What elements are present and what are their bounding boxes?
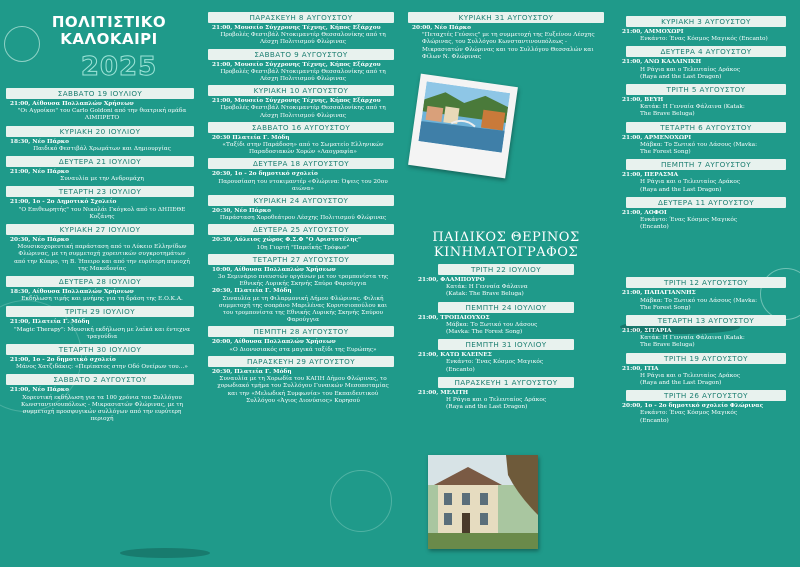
day-block xyxy=(612,315,800,350)
event-description: Προβολές Φεστιβάλ Ντοκιμαντέρ Θεσσαλονίκης από τη Λέσχη Πολιτισμού Φλώρινας xyxy=(220,105,386,119)
day-block xyxy=(612,122,800,157)
event-time-venue: 21:00, ΜΕΛΙΤΗ xyxy=(418,389,469,396)
day-block xyxy=(202,122,400,157)
event-time-venue: 21:00, 1ο - 2ο Δημοτικό Σχολείο xyxy=(10,199,117,206)
event xyxy=(202,267,400,289)
event-time-venue: 20:30, Νέο Πάρκο xyxy=(212,208,272,215)
column-4 xyxy=(612,0,800,567)
movie-title: Η Ράγια και ο Τελευταίος Δράκος xyxy=(640,66,741,73)
date-header: ΠΑΡΑΣΚΕΥΗ 1 ΑΥΓΟΥΣΤΟΥ xyxy=(438,377,574,388)
event-description: Χορευτική εκδήλωση για τα 100 χρόνια του Συλλόγου Κωνσταντινουπόλεως - Μικρασιατών Φλώρινας, με τη συμμετοχή προσφυγικών συλλόγων από την ευρύτερη περιοχή xyxy=(21,394,183,423)
event xyxy=(402,352,610,374)
event xyxy=(402,277,610,299)
movie-title-en: (Raya and the Last Dragon) xyxy=(640,73,722,80)
day-block xyxy=(202,224,400,251)
date-header: ΤΡΙΤΗ 26 ΑΥΓΟΥΣΤΟΥ xyxy=(626,390,786,401)
day-block xyxy=(612,197,800,232)
event-time-venue: 21:00, ΣΙΤΑΡΙΑ xyxy=(622,328,672,335)
event xyxy=(202,369,400,405)
event xyxy=(612,290,800,312)
date-header: ΣΑΒΒΑΤΟ 2 ΑΥΓΟΥΣΤΟΥ xyxy=(6,374,194,385)
event-time-venue: 20:00, Αίθουσα Πολλαπλών Χρήσεων xyxy=(212,339,336,346)
day-block xyxy=(0,374,200,423)
event-time-venue: 21:00, 1ο - 2ο δημοτικό σχολείο xyxy=(10,357,116,364)
event-time-venue: 21:00, ΚΑΤΩ ΚΛΕΙΝΕΣ xyxy=(418,352,492,359)
date-header: ΤΕΤΑΡΤΗ 30 ΙΟΥΛΙΟΥ xyxy=(6,344,194,355)
day-block xyxy=(202,195,400,222)
schedule-list xyxy=(202,0,400,405)
event-time-venue: 20:00, 1ο - 2ο δημοτικό σχολείο Φλώρινας xyxy=(622,403,764,410)
day-block xyxy=(202,356,400,405)
movie-title: Μάβκα: Το Ξωτικό του Δάσους (Mavka: xyxy=(640,297,758,304)
column-1 xyxy=(0,0,200,567)
day-block xyxy=(612,16,800,43)
day-block xyxy=(202,85,400,120)
date-header: ΤΡΙΤΗ 12 ΑΥΓΟΥΣΤΟΥ xyxy=(626,277,786,288)
event xyxy=(0,169,200,183)
date-header: ΔΕΥΤΕΡΑ 18 ΑΥΓΟΥΣΤΟΥ xyxy=(208,158,394,169)
column-2 xyxy=(202,0,400,567)
event xyxy=(612,210,800,232)
date-header: ΚΥΡΙΑΚΗ 3 ΑΥΓΟΥΣΤΟΥ xyxy=(626,16,786,27)
date-header: ΚΥΡΙΑΚΗ 20 ΙΟΥΛΙΟΥ xyxy=(6,126,194,137)
movie-title: Μάβκα: Το Ξωτικό του Δάσους (Mavka: xyxy=(640,141,758,148)
event-time-venue: 10:00, Αίθουσα Πολλαπλών Χρήσεων xyxy=(212,266,336,273)
event-description: Συναυλία με τη Χορωδία του ΚΑΠΗ Δήμου Φλώρινας, το χορωδιακό τμήμα του Συλλόγου Γυναικών Μεσοποταμίας και την «Μελωδική Συμφωνία» του Εκπαιδευτικού Συλλόγου «Άγιος Διονύσιος» Κορησού xyxy=(217,376,389,404)
house-image xyxy=(428,455,538,549)
date-header: ΤΡΙΤΗ 19 ΑΥΓΟΥΣΤΟΥ xyxy=(626,353,786,364)
event xyxy=(0,357,200,371)
column-3 xyxy=(402,0,610,567)
event-time-venue: 21:00, Μουσείο Σύγχρονης Τέχνης, Κήπος Εξάρχου xyxy=(212,61,381,68)
movie-title-en: (Encanto) xyxy=(640,417,669,424)
day-block xyxy=(202,158,400,193)
cinema-title-line1: ΠΑΙΔΙΚΟΣ ΘΕΡΙΝΟΣ xyxy=(432,230,580,245)
cinema-title-line2: ΚΙΝΗΜΑΤΟΓΡΑΦΟΣ xyxy=(433,245,579,260)
cinema-list xyxy=(402,262,610,414)
date-header: ΠΑΡΑΣΚΕΥΗ 29 ΑΥΓΟΥΣΤΟΥ xyxy=(208,356,394,367)
event-description: Συναυλία με την Ανδρομάχη xyxy=(60,176,144,183)
event-description: Συναυλία με τη Φιλαρμονική Δήμου Φλώρινας. Φιλική συμμετοχή της σοπράνο Μαριλένας Κορυτσιοπούλου και του τρομπονίστα της Εθνικής Λυρικής Σκηνής Σπύρου Φαρούγγια xyxy=(218,295,388,324)
date-header: ΔΕΥΤΕΡΑ 28 ΙΟΥΛΙΟΥ xyxy=(6,276,194,287)
event-description: Παιδικό Φεστιβάλ Χρωμάτων και Δημιουργίας xyxy=(33,145,171,152)
event xyxy=(0,289,200,303)
event xyxy=(612,135,800,157)
movie-title: Κατάκ: Η Γενναία Φάλαινα (Katak: xyxy=(640,104,745,111)
movie-title: Η Ράγια και ο Τελευταίος Δράκος xyxy=(640,179,741,186)
year: 2025 xyxy=(80,52,158,82)
event xyxy=(0,101,200,123)
movie-title-en: (Raya and the Last Dragon) xyxy=(640,380,722,387)
day-block xyxy=(0,88,200,123)
event-time-venue: 21:00, ΦΛΑΜΠΟΥΡΟ xyxy=(418,277,485,283)
event-description: «Ταξίδι στην Παράδοση» από το Σωματείο Ελληνικών Παραδοσιακών Χορών «Λαογραφία» xyxy=(222,142,384,156)
event-description: Μουσικοχορευτική παράσταση από το Λύκειο Ελληνίδων Φλώρινας, με τη συμμετοχή χορευτικών συγκροτημάτων από την Κύπρο, τη Β. Ήπειρο και από την ευρύτερη περιοχή της Μακεδονίας xyxy=(14,244,190,272)
event xyxy=(0,237,200,273)
day-block xyxy=(0,186,200,221)
schedule-list xyxy=(0,88,200,423)
event-time-venue: 21:00, ΑΝΩ ΚΑΛΛΙΝΙΚΗ xyxy=(622,59,702,66)
event-time-venue: 21:00, ΑΡΜΕΝΟΧΩΡΙ xyxy=(622,134,692,141)
date-header: ΠΕΜΠΤΗ 24 ΙΟΥΛΙΟΥ xyxy=(438,302,574,313)
event xyxy=(612,328,800,350)
day-block xyxy=(0,344,200,371)
date-header: ΤΕΤΑΡΤΗ 13 ΑΥΓΟΥΣΤΟΥ xyxy=(626,315,786,326)
event xyxy=(402,25,610,61)
event xyxy=(612,172,800,194)
movie-title-en: The Brave Beluga) xyxy=(640,111,695,118)
event-description: Παρουσίαση του ντοκιμαντέρ «Φλώρινα: Όψεις του 20ου αιώνα» xyxy=(218,178,388,192)
movie-title-en: The Forest Song) xyxy=(640,304,691,311)
title-line1: ΠΟΛΙΤΙΣΤΙΚΟ xyxy=(51,13,167,31)
event-time-venue: 21:00, Νέο Πάρκο xyxy=(10,387,70,394)
day-block xyxy=(402,302,610,337)
movie-title: Ενκάντο: Ένας Κόσμος Μαγικός (Encanto) xyxy=(640,36,768,43)
event xyxy=(202,98,400,120)
movie-title: Η Ράγια και ο Τελευταίος Δράκος xyxy=(640,372,741,379)
movie-title: Η Ράγια και ο Τελευταίος Δράκος xyxy=(446,397,547,404)
date-header: ΚΥΡΙΑΚΗ 31 ΑΥΓΟΥΣΤΟΥ xyxy=(408,12,604,23)
top-event xyxy=(402,0,610,61)
day-block xyxy=(612,159,800,194)
event xyxy=(402,315,610,337)
event-description: Προβολές Φεστιβάλ Ντοκιμαντέρ Θεσσαλονίκης από τη Λέσχη Πολιτισμού Φλώρινας xyxy=(220,32,386,46)
event-time-venue: 21:00, ΙΤΙΑ xyxy=(622,365,659,372)
day-block xyxy=(202,12,400,47)
event-time-venue: 21:00, Μουσείο Σύγχρονης Τέχνης, Κήπος Εξάρχου xyxy=(212,98,381,105)
event xyxy=(202,135,400,157)
event xyxy=(202,237,400,251)
event-time-venue: 21:00, Πλατεία Γ. Μόδη xyxy=(10,319,90,326)
date-header: ΔΕΥΤΕΡΑ 4 ΑΥΓΟΥΣΤΟΥ xyxy=(626,46,786,57)
date-header: ΤΡΙΤΗ 22 ΙΟΥΛΙΟΥ xyxy=(438,264,574,275)
date-header: ΣΑΒΒΑΤΟ 9 ΑΥΓΟΥΣΤΟΥ xyxy=(208,49,394,60)
event-time-venue: 21:00, ΠΑΠΑΓΙΑΝΝΗΣ xyxy=(622,290,696,297)
movie-title-en: (Encanto) xyxy=(640,224,669,231)
date-header: ΣΑΒΒΑΤΟ 19 ΙΟΥΛΙΟΥ xyxy=(6,88,194,99)
movie-title-en: (Mavka: The Forest Song) xyxy=(446,329,523,336)
event xyxy=(202,208,400,222)
event-time-venue: 21:00, Αίθουσα Πολλαπλών Χρήσεων xyxy=(10,101,134,107)
movie-title-en: The Brave Beluga) xyxy=(640,342,695,349)
event xyxy=(0,199,200,221)
event xyxy=(202,288,400,324)
event-description: «Ο Διονυσιακός στα μαγικά ταξίδι της Ευρώπης» xyxy=(229,346,377,353)
movie-title: Κατάκ: Η Γενναία Φάλαινα (Katak: xyxy=(640,335,745,342)
event-description: "Ο Επιθεωρητής" του Νικολάι Γκόγκολ από το ΔΗΠΕΘΕ Κοζάνης xyxy=(18,206,186,220)
day-block xyxy=(612,353,800,388)
movie-title: Ενκάντο: Ένας Κόσμος Μαγικός xyxy=(640,410,738,417)
date-header: ΤΡΙΤΗ 29 ΙΟΥΛΙΟΥ xyxy=(6,306,194,317)
movie-title: Ενκάντο: Ένας Κόσμος Μαγικός xyxy=(446,359,544,366)
river-town-image xyxy=(418,82,510,153)
date-header: ΠΕΜΠΤΗ 28 ΑΥΓΟΥΣΤΟΥ xyxy=(208,326,394,337)
event xyxy=(0,387,200,423)
event-time-venue: 20:00, Νέο Πάρκο xyxy=(412,25,472,31)
date-header: ΔΕΥΤΕΡΑ 11 ΑΥΓΟΥΣΤΟΥ xyxy=(626,197,786,208)
event-description: 10η Γιορτή "Παρεΐκής Τρόφων" xyxy=(256,244,350,251)
cinema-title xyxy=(402,230,610,260)
event xyxy=(612,59,800,81)
date-header: ΤΡΙΤΗ 5 ΑΥΓΟΥΣΤΟΥ xyxy=(626,84,786,95)
event xyxy=(202,62,400,84)
event xyxy=(202,171,400,193)
movie-title: Κατάκ: Η Γενναία Φάλαινα xyxy=(446,284,528,291)
day-block xyxy=(0,276,200,303)
movie-title-en: (Raya and the Last Dragon) xyxy=(640,186,722,193)
event-description: Προβολές Φεστιβάλ Ντοκιμαντέρ Θεσσαλονίκης από τη Λέσχη Πολιτισμού Φλώρινας xyxy=(220,68,386,83)
date-header: ΣΑΒΒΑΤΟ 16 ΑΥΓΟΥΣΤΟΥ xyxy=(208,122,394,133)
brand-title xyxy=(0,14,200,82)
day-block xyxy=(202,49,400,84)
movie-title-en: (Raya and the Last Dragon) xyxy=(446,404,528,411)
event-description: Παράσταση Χοροθεάτρου Λέσχης Πολιτισμού Φλώρινας xyxy=(219,215,387,222)
day-block xyxy=(0,224,200,273)
event xyxy=(0,319,200,341)
movie-title: Ενκάντο: Ένας Κόσμος Μαγικός xyxy=(640,217,738,224)
photo-house xyxy=(428,455,538,549)
event-time-venue: 20:30, Νέο Πάρκο xyxy=(10,237,70,244)
event-time-venue: 21:00, ΛΟΦΟΙ xyxy=(622,209,667,216)
event-time-venue: 20:30 Πλατεία Γ. Μόδη xyxy=(212,134,290,141)
event xyxy=(202,339,400,353)
event xyxy=(202,25,400,47)
event xyxy=(612,366,800,388)
event-description: Μάνος Χατζιδάκις: «Περίπατος στην Οδό Ονείρων του…» xyxy=(16,364,188,371)
date-header: ΚΥΡΙΑΚΗ 10 ΑΥΓΟΥΣΤΟΥ xyxy=(208,85,394,96)
day-block xyxy=(0,306,200,341)
event-time-venue: 21:00, ΠΕΡΑΣΜΑ xyxy=(622,172,679,179)
event-time-venue: 20:30, Πλατεία Γ. Μόδη xyxy=(212,368,292,375)
day-block xyxy=(402,264,610,299)
date-header: ΚΥΡΙΑΚΗ 27 ΙΟΥΛΙΟΥ xyxy=(6,224,194,235)
event-time-venue: 18:30, Αίθουσα Πολλαπλών Χρήσεων xyxy=(10,289,134,296)
event-time-venue: 20:30, Πλατεία Γ. Μόδη xyxy=(212,288,292,295)
date-header: ΠΑΡΑΣΚΕΥΗ 8 ΑΥΓΟΥΣΤΟΥ xyxy=(208,12,394,23)
movie-title: Μάβκα: Το Ξωτικό του Δάσους xyxy=(446,321,538,328)
day-block xyxy=(402,377,610,412)
event xyxy=(0,139,200,153)
date-header: ΤΕΤΑΡΤΗ 27 ΑΥΓΟΥΣΤΟΥ xyxy=(208,254,394,265)
day-block xyxy=(0,156,200,183)
event xyxy=(612,29,800,43)
date-header: ΠΕΜΠΤΗ 7 ΑΥΓΟΥΣΤΟΥ xyxy=(626,159,786,170)
movie-title-en: (Katak: The Brave Beluga) xyxy=(446,291,524,298)
event-time-venue: 20:30, Αύλειος χώρος Φ.Σ.Φ "Ο Αριστοτέλης" xyxy=(212,237,362,244)
event-time-venue: 21:00, Νέο Πάρκο xyxy=(10,169,70,176)
cinema-list xyxy=(612,0,800,425)
day-block xyxy=(612,277,800,312)
day-block xyxy=(202,254,400,325)
event-description: "Οι Αγροίκοι" του Carlo Goldoni από την θεατρική ομάδα ΛΙΜΠΡΕΤΟ xyxy=(17,108,187,122)
movie-title-en: (Encanto) xyxy=(446,366,475,373)
event-description: 3ο Σεμινάριο πνευστών οργάνων με τον τρομπονίστα της Εθνικής Λυρικής Σκηνής Σπύρο Φαρούγγια xyxy=(217,274,389,288)
day-block xyxy=(612,46,800,81)
date-header: ΚΥΡΙΑΚΗ 24 ΑΥΓΟΥΣΤΟΥ xyxy=(208,195,394,206)
event-description: "Magic Therapy": Μουσική εκδήλωση με λαϊκά και έντεχνα τραγούδια xyxy=(14,326,190,340)
photo-river xyxy=(408,74,518,179)
event-time-venue: 21:00, ΤΡΟΠΑΙΟΥΧΟΣ xyxy=(418,314,490,321)
event xyxy=(402,390,610,412)
event-time-venue: 21:00, Μουσείο Σύγχρονης Τέχνης, Κήπος Εξάρχου xyxy=(212,25,381,31)
event-time-venue: 21:00, ΑΜΜΟΧΩΡΙ xyxy=(622,29,684,35)
date-header: ΔΕΥΤΕΡΑ 21 ΙΟΥΛΙΟΥ xyxy=(6,156,194,167)
title-line2: ΚΑΛΟΚΑΙΡΙ xyxy=(60,30,158,48)
event xyxy=(612,403,800,425)
day-block xyxy=(612,390,800,425)
day-block xyxy=(202,326,400,353)
event-time-venue: 21:00, ΒΕΥΗ xyxy=(622,97,664,104)
date-header: ΔΕΥΤΕΡΑ 25 ΑΥΓΟΥΣΤΟΥ xyxy=(208,224,394,235)
event-description: "Πεταχτές Γεύσεις" με τη συμμετοχή της Ευξείνου Λέσχης Φλώρινας, του Συλλόγου Κωνσταντινουπόλεως - Μικρασιατών Φλώρινας και του Συλλόγου Θεσσαλών και Φίλων Ν. Φλώρινας xyxy=(422,32,595,60)
event-description: Εκδήλωση τιμής και μνήμης για τη δράση της Ε.Ο.Κ.Α. xyxy=(21,296,183,303)
event-time-venue: 20:30, 1ο - 2ο δημοτικό σχολείο xyxy=(212,171,318,178)
day-block xyxy=(402,339,610,374)
date-header: ΠΕΜΠΤΗ 31 ΙΟΥΛΙΟΥ xyxy=(438,339,574,350)
date-header: ΤΕΤΑΡΤΗ 6 ΑΥΓΟΥΣΤΟΥ xyxy=(626,122,786,133)
event xyxy=(612,97,800,119)
date-header: ΤΕΤΑΡΤΗ 23 ΙΟΥΛΙΟΥ xyxy=(6,186,194,197)
event-time-venue: 18:30, Νέο Πάρκο xyxy=(10,138,70,145)
day-block xyxy=(612,84,800,119)
day-block xyxy=(0,126,200,153)
movie-title-en: The Forest Song) xyxy=(640,149,691,156)
